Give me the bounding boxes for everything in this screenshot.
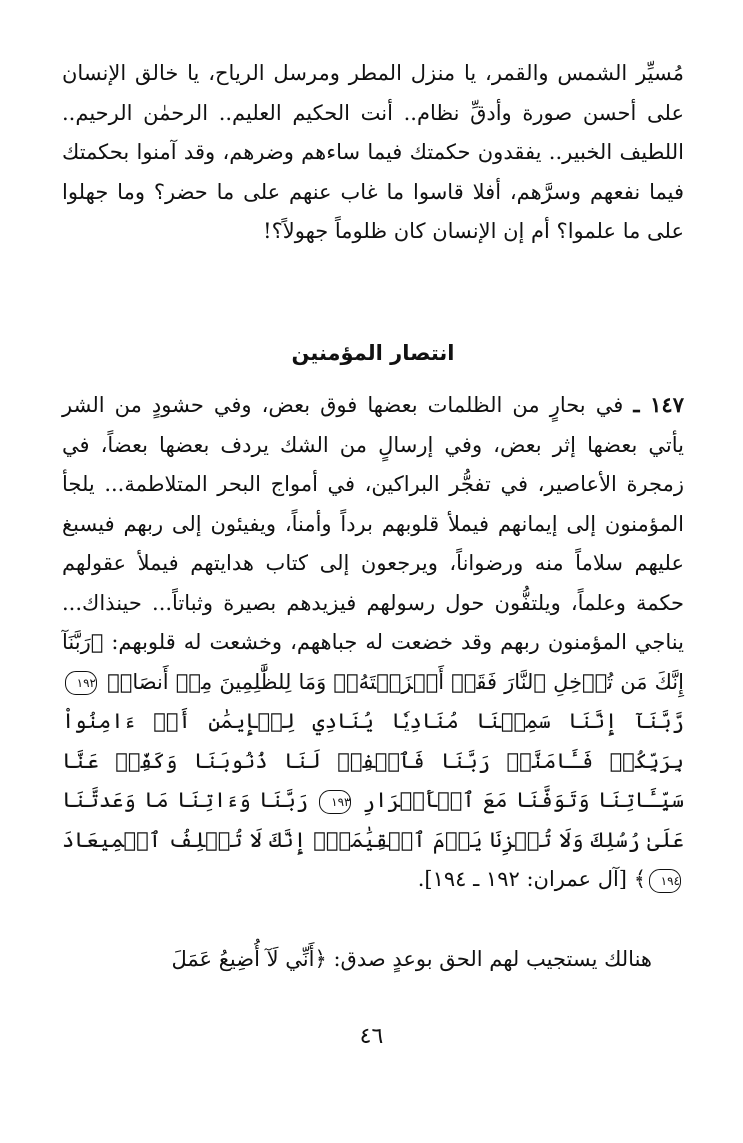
quran-verse-193: رَّبَّنَآ إِنَّنَا سَمِعۡنَا مُنَادِيٗا يُنَادِي لِلۡإِيمَٰنِ أَنۡ ءَامِنُواْ بِرَبِّكُمۡ فَـَٔامَنَّاۚ رَبَّنَا فَٱغۡفِرۡ لَنَا ذُنُوبَنَا وَكَفِّرۡ عَنَّا سَيِّـَٔاتِنَا وَتَوَفَّنَا مَعَ ٱلۡأَبۡرَارِ	[62, 709, 684, 812]
intro-text: مُسيِّر الشمس والقمر، يا منزل المطر ومرسل الرياح، يا خالق الإنسان على أحسن صورة وأدقِّ نظام.. أنت الحكيم العليم.. الرحمٰن الرحيم.. اللطيف الخبير.. يفقدون حكمتك فيما ساءهم وضرهم، وقد آمنوا بحكمتك فيما نفعهم وسرَّهم، أفلا قاسوا ما غاب عنهم على ما حضر؟ وما جهلوا على ما علموا؟ أم إن الإنسان كان ظلوماً جهولاً؟!	[62, 61, 684, 243]
ayah-number-193: ١٩٣	[319, 790, 351, 814]
ayah-number-194: ١٩٤	[649, 869, 681, 893]
closing-verse-open-bracket: ﴿	[314, 947, 327, 971]
verse-open-bracket: ﴿	[90, 630, 104, 654]
quran-verse-192: رَبَّنَآ إِنَّكَ مَن تُدۡخِلِ ٱلنَّارَ فَقَدۡ أَخۡزَيۡتَهُۥۖ وَمَا لِلظَّٰلِمِينَ مِنۡ أَنصَارٖ	[62, 630, 684, 694]
paragraph-147	[62, 385, 684, 900]
paragraph-number: ١٤٧ ـ	[633, 392, 684, 417]
ayah-number-192: ١٩٢	[65, 671, 97, 695]
closing-text: هنالك يستجيب لهم الحق بوعدٍ صدق:	[333, 947, 652, 971]
verse-citation: [آل عمران: ١٩٢ ـ ١٩٤].	[417, 867, 627, 891]
intro-paragraph	[62, 54, 684, 252]
section-heading: انتصار المؤمنين	[291, 341, 455, 365]
closing-verse: أَنِّي لَآ أُضِيعُ عَمَلَ	[171, 947, 315, 971]
paragraph-text: في بحارٍ من الظلمات بعضها فوق بعض، وفي حشودٍ من الشر يأتي بعضها إثر بعض، وفي إرسالٍ من الشك يردف بعضها بعضاً، في زمجرة الأعاصير، في تفجُّر البراكين، في أمواج البحر المتلاطمة... يلجأ المؤمنون إلى إيمانهم فيملأ قلوبهم برداً وأمناً، ويفيئون إلى ربهم فيسبغ عليهم سلاماً منه ورضواناً، ويرجعون إلى كتاب هدايتهم فيملأ عقولهم حكمة وعلماً، ويلتفُّون حول رسولهم فيزيدهم بصيرة وثباتاً... حينذاك... يناجي المؤمنون ربهم وقد خضعت له جباههم، وخشعت له قلوبهم:	[62, 393, 684, 654]
closing-line	[62, 940, 684, 980]
quran-verse-194: رَبَّنَا وَءَاتِنَا مَا وَعَدتَّنَا عَلَىٰ رُسُلِكَ وَلَا تُخۡزِنَا يَوۡمَ ٱلۡقِيَٰمَةِۖ إِنَّكَ لَا تُخۡلِفُ ٱلۡمِيعَادَ	[62, 788, 684, 852]
page-number: ٤٦	[359, 1024, 384, 1049]
verse-close-bracket: ﴾	[633, 867, 646, 891]
